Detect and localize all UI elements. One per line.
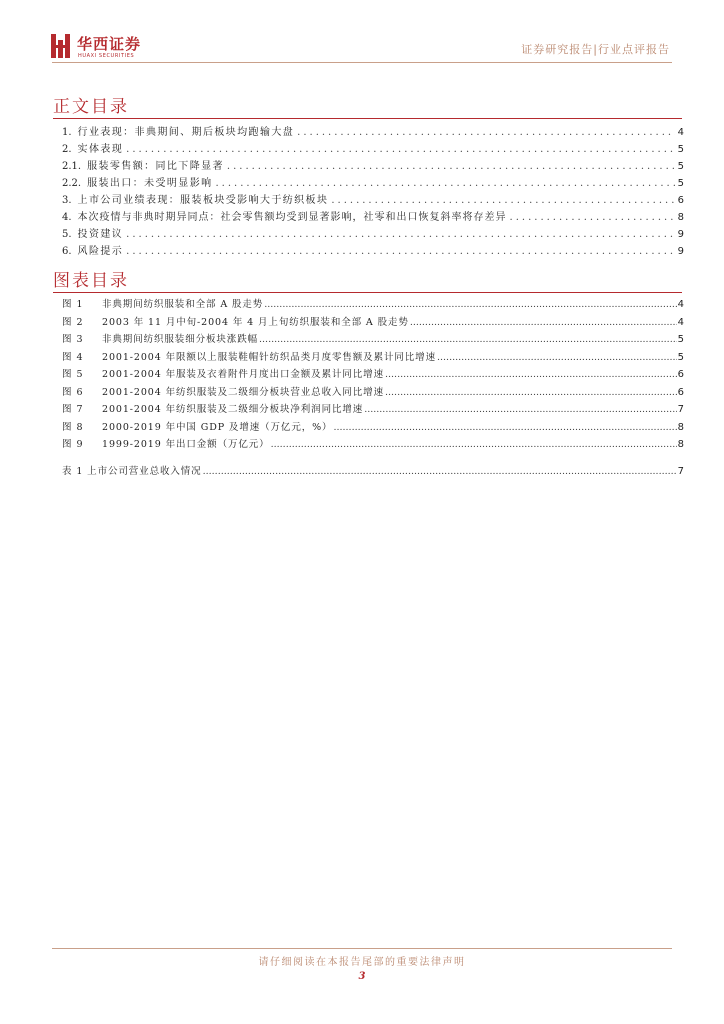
dot-leader	[126, 141, 674, 158]
figure-entry[interactable]	[62, 419, 684, 437]
figure-page: 5	[677, 334, 684, 345]
toc-page: 4	[677, 127, 684, 138]
toc-text: 服装零售额：同比下降显著	[87, 161, 224, 172]
figure-text: 2003 年 11 月中旬-2004 年 4 月上旬纺织服装和全部 A 股走势	[102, 316, 409, 328]
toc-text: 上市公司业绩表现：服装板块受影响大于纺织板块	[77, 195, 329, 206]
figure-text: 非典期间纺织服装和全部 A 股走势	[102, 299, 264, 310]
toc-entry[interactable]	[62, 226, 684, 243]
contents-title: 正文目录	[53, 97, 129, 117]
figure-entry[interactable]	[62, 384, 684, 402]
toc-page: 5	[677, 178, 684, 189]
figure-text: 非典期间纺织服装细分板块涨跌幅	[102, 334, 259, 345]
dot-leader	[271, 436, 677, 454]
toc-text: 服装出口：未受明显影响	[87, 178, 213, 189]
page-number: 3	[358, 971, 366, 982]
table-entry[interactable]	[62, 463, 684, 481]
dot-leader	[264, 296, 676, 314]
figures-title: 图表目录	[53, 271, 129, 291]
figure-entry[interactable]	[62, 331, 684, 349]
figure-text: 2001-2004 年纺织服装及二级细分板块营业总收入同比增速	[102, 386, 384, 398]
toc-page: 9	[677, 246, 684, 257]
tables-list	[62, 463, 684, 481]
figure-label: 图 1	[62, 299, 84, 310]
toc-number: 1.	[62, 127, 72, 138]
toc-number: 6.	[62, 246, 72, 257]
figures-list	[62, 296, 684, 454]
figure-entry[interactable]	[62, 436, 684, 454]
figure-text: 2000-2019 年中国 GDP 及增速（万亿元，%）	[102, 421, 333, 433]
toc-entry[interactable]	[62, 175, 684, 192]
header-divider	[52, 62, 672, 63]
toc-text: 投资建议	[77, 229, 124, 240]
figure-text: 1999-2019 年出口金额（万亿元）	[102, 439, 270, 450]
figure-page: 4	[677, 316, 684, 328]
dot-leader	[227, 158, 675, 175]
toc-entry[interactable]	[62, 158, 684, 175]
figure-text: 2001-2004 年限额以上服装鞋帽针纺织品类月度零售额及累计同比增速	[102, 351, 436, 363]
dot-leader	[216, 175, 675, 192]
report-type-label: 证券研究报告|行业点评报告	[521, 43, 670, 56]
dot-leader	[333, 419, 676, 437]
dot-leader	[331, 192, 674, 209]
figure-label: 图 4	[62, 351, 84, 363]
toc-number: 5.	[62, 229, 72, 240]
figure-label: 图 5	[62, 369, 84, 380]
contents-list	[62, 124, 684, 260]
toc-entry[interactable]	[62, 141, 684, 158]
figure-label: 图 6	[62, 386, 84, 398]
figure-entry[interactable]	[62, 349, 684, 367]
dot-leader	[364, 401, 676, 419]
figure-page: 8	[677, 439, 684, 450]
toc-text: 行业表现：非典期间、期后板块均跑输大盘	[77, 127, 295, 138]
figure-page: 5	[677, 351, 684, 363]
figure-page: 6	[677, 386, 684, 398]
dot-leader	[385, 366, 677, 384]
figure-text: 2001-2004 年服装及衣着附件月度出口金额及累计同比增速	[102, 369, 384, 380]
figure-page: 8	[677, 421, 684, 433]
dot-leader	[385, 384, 677, 402]
table-page: 7	[677, 466, 684, 477]
figure-entry[interactable]	[62, 366, 684, 384]
toc-text: 风险提示	[77, 246, 124, 257]
dot-leader	[203, 463, 677, 481]
logo-english-name: HUAXI SECURITIES	[78, 53, 135, 59]
toc-number: 4.	[62, 212, 72, 223]
toc-text: 本次疫情与非典时期异同点：社会零售额均受到显著影响，社零和出口恢复斜率将存差异	[77, 212, 507, 223]
dot-leader	[126, 243, 674, 260]
toc-number: 3.	[62, 195, 72, 206]
toc-entry[interactable]	[62, 243, 684, 260]
table-text: 表 1 上市公司营业总收入情况	[62, 466, 202, 477]
figure-entry[interactable]	[62, 401, 684, 419]
figure-label: 图 7	[62, 404, 84, 415]
toc-page: 8	[677, 212, 684, 223]
figure-page: 7	[677, 404, 684, 415]
legal-notice: 请仔细阅读在本报告尾部的重要法律声明	[258, 957, 466, 968]
toc-number: 2.1.	[62, 161, 82, 172]
dot-leader	[297, 124, 674, 141]
figure-label: 图 3	[62, 334, 84, 345]
toc-page: 5	[677, 161, 684, 172]
toc-entry[interactable]	[62, 209, 684, 226]
logo-chinese-name: 华西证券	[77, 35, 142, 53]
figure-entry[interactable]	[62, 314, 684, 332]
dot-leader	[259, 331, 677, 349]
dot-leader	[510, 209, 675, 226]
contents-title-rule	[53, 118, 682, 119]
figure-text: 2001-2004 年纺织服装及二级细分板块净利润同比增速	[102, 404, 364, 415]
toc-page: 9	[677, 229, 684, 240]
toc-page: 5	[677, 144, 684, 155]
footer-divider	[52, 948, 672, 949]
huaxi-logo-icon	[50, 32, 72, 60]
figure-entry[interactable]	[62, 296, 684, 314]
dot-leader	[410, 314, 677, 332]
dot-leader	[126, 226, 674, 243]
toc-entry[interactable]	[62, 192, 684, 209]
figure-page: 4	[677, 299, 684, 310]
figure-label: 图 2	[62, 316, 84, 328]
figure-label: 图 9	[62, 439, 84, 450]
dot-leader	[437, 349, 677, 367]
figures-title-rule	[53, 292, 682, 293]
toc-page: 6	[677, 195, 684, 206]
company-logo	[50, 32, 170, 62]
toc-number: 2.	[62, 144, 72, 155]
toc-entry[interactable]	[62, 124, 684, 141]
toc-number: 2.2.	[62, 178, 82, 189]
figure-page: 6	[677, 369, 684, 380]
toc-text: 实体表现	[77, 144, 124, 155]
figure-label: 图 8	[62, 421, 84, 433]
